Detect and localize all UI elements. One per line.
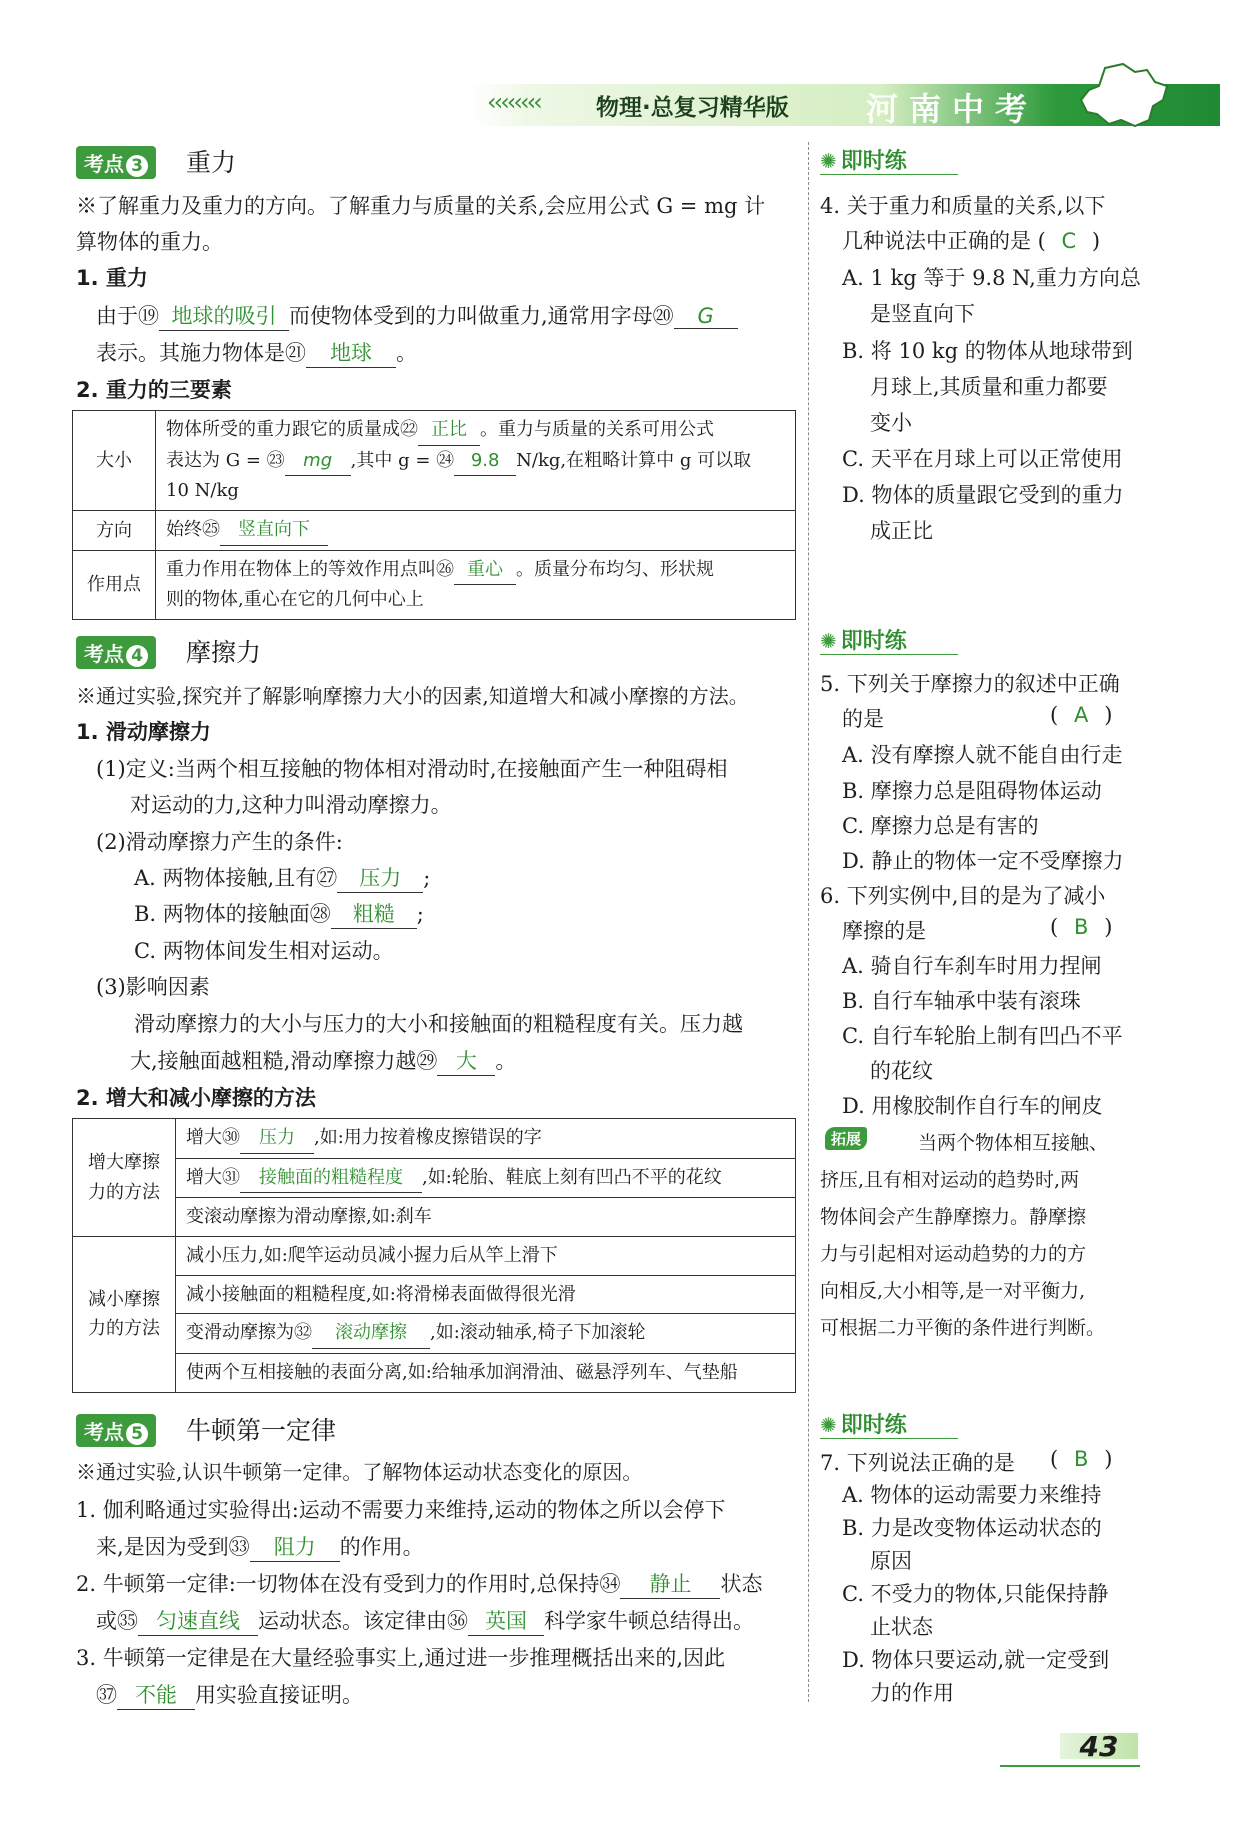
extension-line-6: 可根据二力平衡的条件进行判断。 — [820, 1317, 1106, 1339]
answer-23: mg — [285, 446, 351, 477]
heading-sliding-friction: 1. 滑动摩擦力 — [76, 720, 211, 744]
henan-map-icon — [1075, 62, 1170, 132]
table-row: 减小接触面的粗糙程度,如:将滑梯表面做得很光滑 — [73, 1275, 796, 1314]
extension-line-4: 力与引起相对运动趋势的力的方 — [820, 1243, 1087, 1265]
row-label-point: 作用点 — [73, 550, 156, 619]
section-title-gravity: 重力 — [186, 148, 237, 177]
sun-icon: ✺ — [820, 1413, 837, 1437]
table-row: 减小摩擦力的方法 减小压力,如:爬竿运动员减小握力后从竿上滑下 — [73, 1237, 796, 1276]
answer-37: 不能 — [117, 1679, 195, 1710]
requirement-gravity-1: ※了解重力及重力的方向。了解重力与质量的关系,会应用公式 G = mg 计 — [76, 194, 766, 218]
table-row: 增大摩擦力的方法 增大㉚ 压力 ,如:用力按着橡皮擦错误的字 — [73, 1119, 796, 1159]
newton-line-2: 来,是因为受到㉝ 阻力 的作用。 — [96, 1531, 424, 1562]
newton-line-4: 或㉟ 匀速直线 运动状态。该定律由㊱ 英国 科学家牛顿总结得出。 — [96, 1605, 754, 1636]
page-number: 43 — [1060, 1733, 1138, 1759]
q5-option-d: D. 静止的物体一定不受摩擦力 — [842, 849, 1124, 873]
q6-stem-2: 摩擦的是 — [842, 919, 926, 943]
answer-22: 正比 — [418, 415, 480, 446]
practice-underline-3 — [820, 1438, 958, 1439]
requirement-gravity-2: 算物体的重力。 — [76, 230, 223, 254]
q4-option-a-1: A. 1 kg 等于 9.8 N,重力方向总 — [842, 266, 1141, 290]
heading-three-elements: 2. 重力的三要素 — [76, 378, 232, 402]
q4-stem-1: 4. 关于重力和质量的关系,以下 — [820, 194, 1106, 218]
answer-24: 9.8 — [454, 446, 516, 477]
q5-option-c: C. 摩擦力总是有害的 — [842, 814, 1039, 838]
extension-line-5: 向相反,大小相等,是一对平衡力, — [820, 1280, 1086, 1302]
friction-def-2: 对运动的力,这种力叫滑动摩擦力。 — [130, 793, 452, 817]
q4-option-c: C. 天平在月球上可以正常使用 — [842, 447, 1123, 471]
kaodian-badge-3: 考点 3 — [76, 146, 156, 179]
answer-31: 接触面的粗糙程度 — [240, 1163, 422, 1194]
q4-option-d-1: D. 物体的质量跟它受到的重力 — [842, 483, 1124, 507]
q5-option-a: A. 没有摩擦人就不能自由行走 — [842, 743, 1123, 767]
newton-line-1: 1. 伽利略通过实验得出:运动不需要力来维持,运动的物体之所以会停下 — [76, 1498, 726, 1522]
q7-option-b-2: 原因 — [870, 1549, 912, 1573]
factors-line-1: 滑动摩擦力的大小与压力的大小和接触面的粗糙程度有关。压力越 — [134, 1012, 743, 1036]
answer-34: 静止 — [620, 1568, 720, 1599]
section-title-newton: 牛顿第一定律 — [186, 1416, 337, 1445]
header-arrows: ‹‹‹‹‹‹‹‹ — [487, 88, 540, 116]
sun-icon: ✺ — [820, 149, 837, 173]
answer-33: 阻力 — [250, 1531, 340, 1562]
heading-gravity: 1. 重力 — [76, 266, 148, 290]
q5-option-b: B. 摩擦力总是阻碍物体运动 — [842, 779, 1102, 803]
q7-option-a: A. 物体的运动需要力来维持 — [842, 1483, 1102, 1507]
newton-line-6: ㊲ 不能 用实验直接证明。 — [96, 1679, 363, 1710]
table-row: 大小 物体所受的重力跟它的质量成㉒ 正比 。重力与质量的关系可用公式 表达为 G = ㉓ mg ,其中 g = ㉔ 9.8 N/kg,在粗略计算中 g 可以取 10 N/kg — [73, 411, 796, 511]
extension-badge: 拓展 — [825, 1127, 867, 1150]
answer-35: 匀速直线 — [138, 1605, 258, 1636]
answer-32: 滚动摩擦 — [312, 1318, 430, 1349]
factors-title: (3)影响因素 — [96, 975, 210, 999]
extension-line-1: 当两个物体相互接触、 — [918, 1132, 1109, 1154]
q6-option-d: D. 用橡胶制作自行车的闸皮 — [842, 1094, 1103, 1118]
q4-answer: C — [1061, 229, 1077, 253]
practice-heading-3: ✺ 即时练 — [820, 1413, 907, 1438]
friction-def-1: (1)定义:当两个相互接触的物体相对滑动时,在接触面产生一种阻碍相 — [96, 757, 728, 781]
q7-answer-bracket: ( B ) — [1050, 1447, 1113, 1471]
q7-option-b-1: B. 力是改变物体运动状态的 — [842, 1516, 1102, 1540]
q7-option-d-1: D. 物体只要运动,就一定受到 — [842, 1648, 1110, 1672]
friction-methods-table — [72, 1118, 796, 1393]
row-label-increase: 增大摩擦力的方法 — [73, 1119, 176, 1237]
gravity-elements-table — [72, 410, 796, 620]
table-row: 增大㉛ 接触面的粗糙程度 ,如:轮胎、鞋底上刻有凹凸不平的花纹 — [73, 1158, 796, 1198]
q5-stem-1: 5. 下列关于摩擦力的叙述中正确 — [820, 672, 1120, 696]
table-row: 作用点 重力作用在物体上的等效作用点叫㉖ 重心 。质量分布均匀、形状规 则的物体,重心在它的几何中心上 — [73, 550, 796, 619]
newton-line-5: 3. 牛顿第一定律是在大量经验事实上,通过进一步推理概括出来的,因此 — [76, 1646, 726, 1670]
q4-option-b-2: 月球上,其质量和重力都要 — [870, 375, 1108, 399]
requirement-friction: ※通过实验,探究并了解影响摩擦力大小的因素,知道增大和减小摩擦的方法。 — [76, 684, 749, 708]
q4-stem-2: 几种说法中正确的是 ( C ) — [842, 229, 1101, 253]
q7-stem: 7. 下列说法正确的是 — [820, 1451, 1015, 1475]
q7-option-c-1: C. 不受力的物体,只能保持静 — [842, 1582, 1109, 1606]
section-title-friction: 摩擦力 — [186, 638, 262, 667]
condition-b: B. 两物体的接触面㉘ 粗糙 ; — [134, 898, 424, 929]
q6-answer: B — [1073, 915, 1089, 939]
q4-option-d-2: 成正比 — [870, 519, 933, 543]
q7-answer: B — [1073, 1447, 1089, 1471]
kaodian-badge-5: 考点 5 — [76, 1414, 156, 1447]
answer-20: G — [674, 304, 738, 329]
row-label-direction: 方向 — [73, 511, 156, 551]
gravity-def-line-2: 表示。其施力物体是㉑ 地球 。 — [96, 337, 417, 368]
sun-icon: ✺ — [820, 629, 837, 653]
q7-option-c-2: 止状态 — [870, 1615, 933, 1639]
answer-28: 粗糙 — [331, 898, 417, 929]
q6-option-b: B. 自行车轴承中装有滚珠 — [842, 989, 1081, 1013]
answer-30: 压力 — [240, 1123, 314, 1154]
header-title: 河南中考 — [866, 90, 1039, 128]
kaodian-badge-4: 考点 4 — [76, 636, 156, 669]
table-row: 变滚动摩擦为滑动摩擦,如:刹车 — [73, 1198, 796, 1237]
extension-line-3: 物体间会产生静摩擦力。静摩擦 — [820, 1206, 1087, 1228]
q6-option-c-2: 的花纹 — [870, 1059, 933, 1083]
q6-option-c-1: C. 自行车轮胎上制有凹凸不平 — [842, 1024, 1123, 1048]
gravity-def-line-1: 由于⑲ 地球的吸引 而使物体受到的力叫做重力,通常用字母⑳ G — [96, 300, 738, 331]
table-row: 方向 始终㉕ 竖直向下 — [73, 511, 796, 551]
practice-heading-2: ✺ 即时练 — [820, 629, 907, 654]
table-row: 变滑动摩擦为㉜ 滚动摩擦 ,如:滚动轴承,椅子下加滚轮 — [73, 1314, 796, 1354]
condition-a: A. 两物体接触,且有㉗ 压力 ; — [134, 862, 430, 893]
requirement-newton: ※通过实验,认识牛顿第一定律。了解物体运动状态变化的原因。 — [76, 1460, 643, 1484]
q4-option-b-3: 变小 — [870, 411, 912, 435]
row-label-decrease: 减小摩擦力的方法 — [73, 1237, 176, 1393]
header-subtitle: 物理·总复习精华版 — [596, 95, 789, 121]
q4-option-b-1: B. 将 10 kg 的物体从地球带到 — [842, 339, 1133, 363]
answer-21: 地球 — [306, 337, 396, 368]
condition-c: C. 两物体间发生相对运动。 — [134, 939, 394, 963]
q6-answer-bracket: ( B ) — [1050, 915, 1113, 939]
table-row: 使两个互相接触的表面分离,如:给轴承加润滑油、磁悬浮列车、气垫船 — [73, 1354, 796, 1393]
answer-26: 重心 — [454, 555, 516, 586]
conditions-title: (2)滑动摩擦力产生的条件: — [96, 830, 343, 854]
answer-25: 竖直向下 — [220, 515, 328, 546]
newton-line-3: 2. 牛顿第一定律:一切物体在没有受到力的作用时,总保持㉞ 静止 状态 — [76, 1568, 762, 1599]
q5-stem-2: 的是 — [842, 707, 884, 731]
practice-underline-2 — [820, 654, 958, 655]
q4-option-a-2: 是竖直向下 — [870, 302, 975, 326]
heading-friction-methods: 2. 增大和减小摩擦的方法 — [76, 1086, 316, 1110]
q5-answer-bracket: ( A ) — [1050, 703, 1113, 727]
factors-line-2: 大,接触面越粗糙,滑动摩擦力越㉙ 大 。 — [130, 1045, 516, 1076]
q5-answer: A — [1074, 703, 1089, 727]
practice-underline-1 — [820, 174, 958, 175]
column-divider — [808, 142, 809, 1702]
extension-line-2: 挤压,且有相对运动的趋势时,两 — [820, 1169, 1080, 1191]
q6-stem-1: 6. 下列实例中,目的是为了减小 — [820, 884, 1106, 908]
page-number-underline — [1000, 1765, 1140, 1767]
practice-heading-1: ✺ 即时练 — [820, 149, 907, 174]
q6-option-a: A. 骑自行车刹车时用力捏闸 — [842, 954, 1102, 978]
answer-36: 英国 — [468, 1605, 544, 1636]
row-label-size: 大小 — [73, 411, 156, 511]
answer-27: 压力 — [337, 862, 423, 893]
answer-19: 地球的吸引 — [159, 300, 289, 331]
q7-option-d-2: 力的作用 — [870, 1681, 954, 1705]
answer-29: 大 — [437, 1045, 495, 1076]
